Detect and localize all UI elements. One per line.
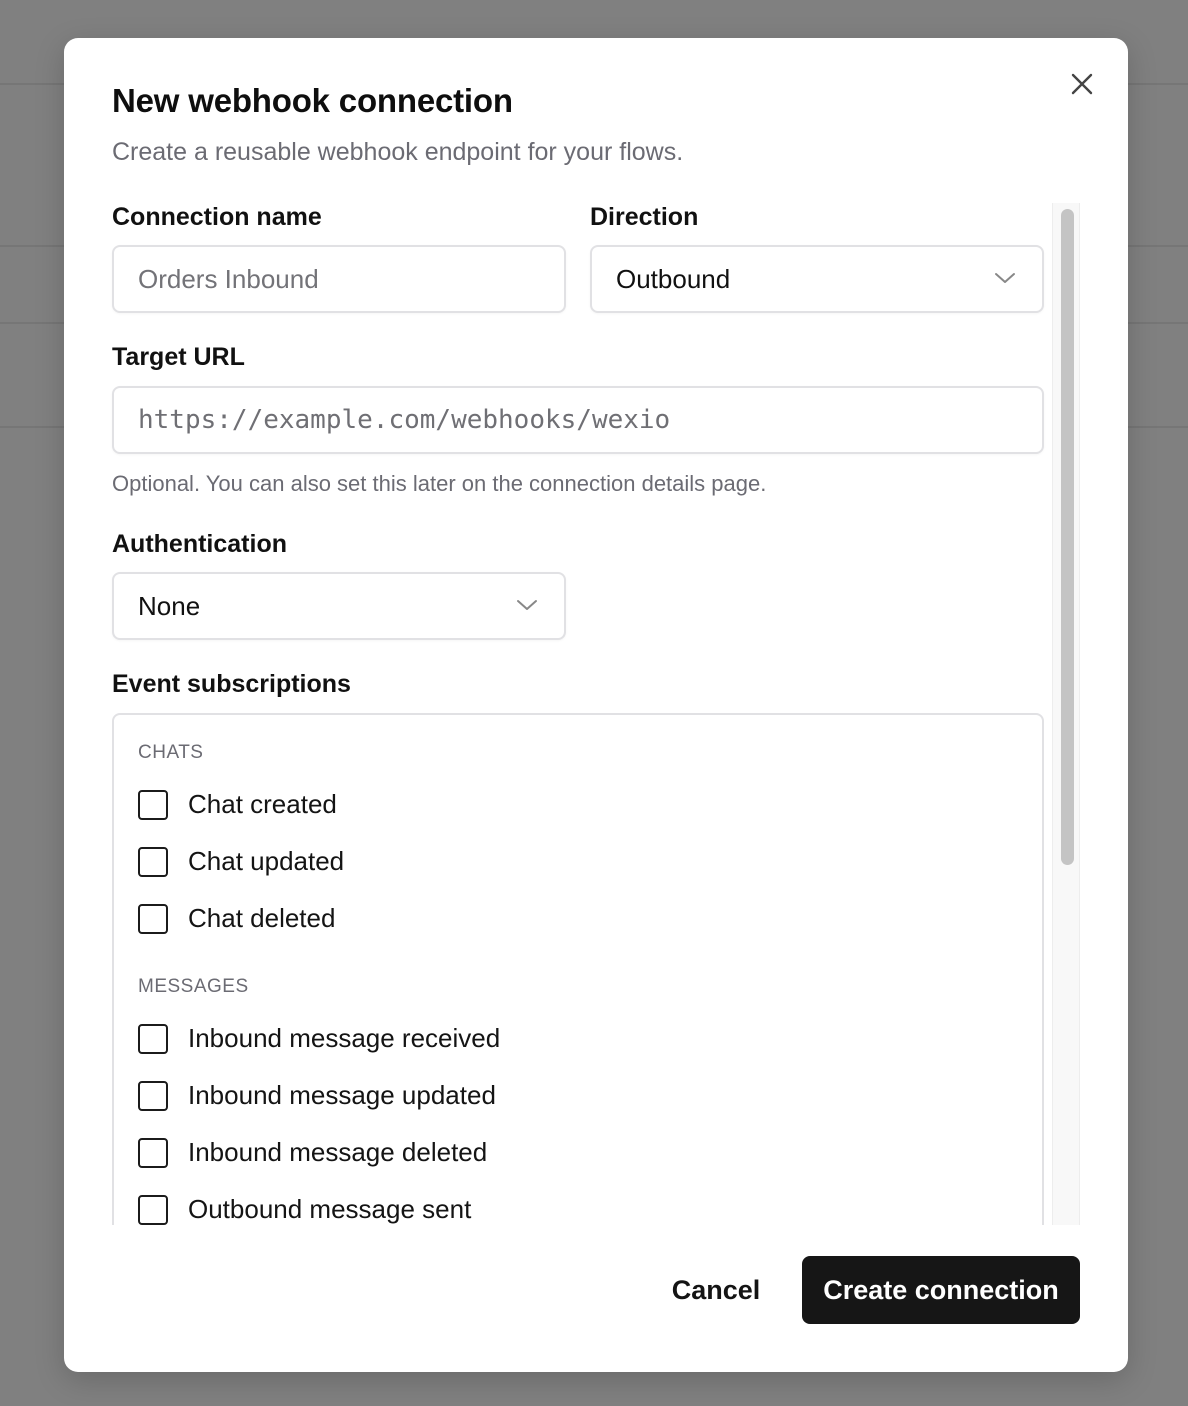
checkbox[interactable] [138,1195,168,1225]
authentication-value: None [138,590,201,621]
target-url-label: Target URL [112,343,245,371]
background-divider [0,322,64,324]
background-divider [0,426,64,428]
target-url-placeholder: https://example.com/webhooks/wexio [138,405,671,435]
close-button[interactable] [1066,68,1098,100]
event-checkbox-inbound-updated[interactable] [138,1080,496,1111]
event-group-title: MESSAGES [138,976,249,997]
create-connection-button[interactable]: Create connection [802,1256,1080,1324]
webhook-dialog [64,38,1128,1372]
background-divider [1128,245,1188,247]
target-url-input[interactable] [112,386,1044,454]
event-label: Inbound message received [188,1023,501,1053]
dialog-body[interactable] [64,203,1128,1225]
event-checkbox-chat-created[interactable] [138,789,337,820]
event-group-title: CHATS [138,742,204,763]
authentication-select[interactable] [112,572,566,640]
dialog-subtitle: Create a reusable webhook endpoint for your flows. [112,138,684,166]
checkbox[interactable] [138,847,168,877]
background-divider [0,83,64,85]
connection-name-placeholder: Orders Inbound [138,263,319,294]
event-subscriptions-label: Event subscriptions [112,670,351,698]
checkbox[interactable] [138,1138,168,1168]
chevron-down-icon [994,271,1016,285]
connection-name-label: Connection name [112,203,322,231]
scrollbar-thumb[interactable] [1061,209,1074,865]
checkbox[interactable] [138,904,168,934]
cancel-button[interactable]: Cancel [671,1274,761,1305]
background-divider [1128,83,1188,85]
direction-value: Outbound [616,263,731,294]
chevron-down-icon [516,598,538,612]
dialog-title: New webhook connection [112,82,513,119]
event-label: Inbound message updated [188,1080,496,1110]
event-checkbox-inbound-received[interactable] [138,1023,500,1054]
event-checkbox-inbound-deleted[interactable] [138,1137,487,1168]
event-checkbox-chat-updated[interactable] [138,846,344,877]
event-label: Chat deleted [188,903,336,933]
event-subscriptions-list [112,713,1044,1225]
event-label: Chat updated [188,846,345,876]
close-icon [1066,68,1098,100]
target-url-help: Optional. You can also set this later on the connection details page. [112,471,767,496]
event-checkbox-outbound-sent[interactable] [138,1194,471,1225]
direction-select[interactable] [590,245,1044,313]
event-label: Chat created [188,789,337,819]
checkbox[interactable] [138,790,168,820]
background-divider [1128,426,1188,428]
background-divider [1128,322,1188,324]
scrollbar[interactable] [1052,203,1080,1225]
connection-name-input[interactable] [112,245,566,313]
event-label: Outbound message sent [188,1194,472,1224]
authentication-label: Authentication [112,530,287,558]
background-divider [0,245,64,247]
checkbox[interactable] [138,1081,168,1111]
direction-label: Direction [590,203,699,231]
event-label: Inbound message deleted [188,1137,488,1167]
event-checkbox-chat-deleted[interactable] [138,903,335,934]
checkbox[interactable] [138,1024,168,1054]
